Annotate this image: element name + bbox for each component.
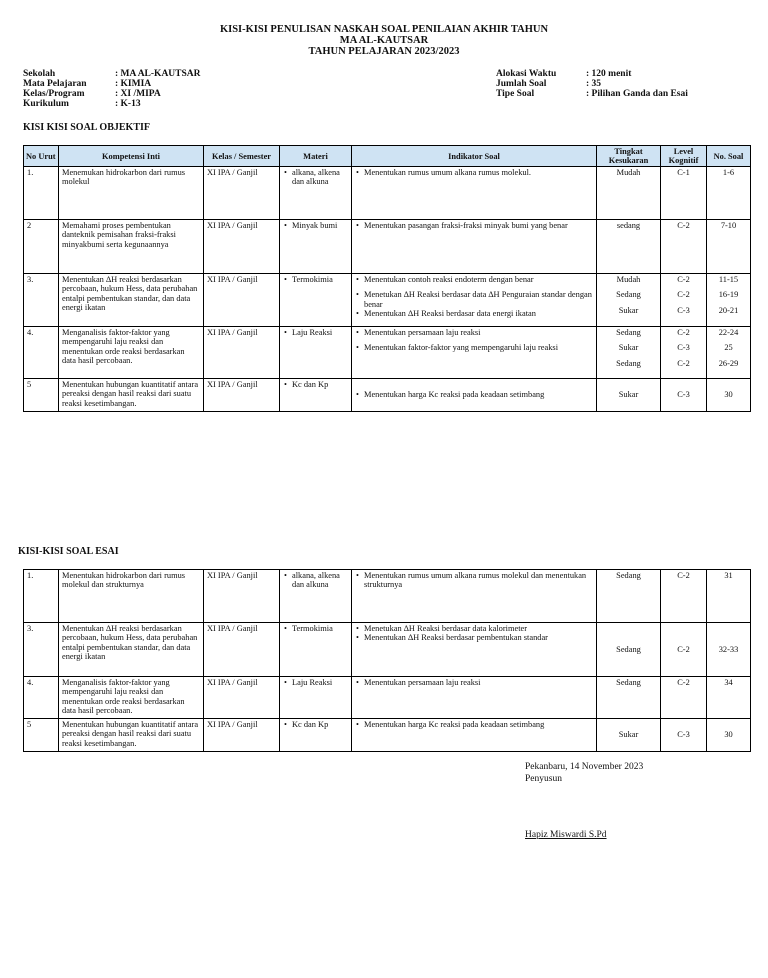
cell-nosoal xyxy=(707,274,751,327)
info-key: Tipe Soal xyxy=(496,89,535,99)
col-header-indikator: Indikator Soal xyxy=(352,146,597,167)
cell-nosoal: 32-33 xyxy=(707,623,751,677)
info-value: : 120 menit xyxy=(586,69,632,79)
cell-tingkat xyxy=(597,327,661,379)
indikator-item: • Menentukan harga Kc reaksi pada keadaan setimbang xyxy=(355,720,593,729)
table-row xyxy=(24,220,751,274)
cell-indikator xyxy=(352,274,597,327)
table-row xyxy=(24,167,751,220)
cell-kelas: XI IPA / Ganjil xyxy=(204,167,280,220)
info-value: : K-13 xyxy=(115,99,141,109)
cell-no: 4. xyxy=(24,677,59,719)
cell-kompetensi: Menentukan hubungan kuantitatif antara pereaksi dengan hasil reaksi dari suatu reaksi kesetimbangan. xyxy=(59,719,204,752)
cell-tingkat xyxy=(597,274,661,327)
cell-materi xyxy=(280,167,352,220)
table-esai xyxy=(23,569,751,752)
cell-tingkat: Mudah xyxy=(597,167,661,220)
signature-name-block xyxy=(525,829,607,841)
indikator-item: • Menentukan rumus umum alkana rumus molekul. xyxy=(355,168,593,177)
cell-kelas: XI IPA / Ganjil xyxy=(204,327,280,379)
tingkat-item: Sukar xyxy=(618,343,639,353)
table-row xyxy=(24,274,751,327)
cell-level: C-2 xyxy=(661,220,707,274)
cell-no: 5 xyxy=(24,379,59,412)
materi-item: • Minyak bumi xyxy=(283,221,348,230)
materi-item: • Kc dan Kp xyxy=(283,720,348,729)
cell-indikator xyxy=(352,570,597,623)
cell-no: 1. xyxy=(24,167,59,220)
doc-title-line-1: KISI-KISI PENULISAN NASKAH SOAL PENILAIAN AKHIR TAHUN xyxy=(219,24,549,35)
cell-no: 4. xyxy=(24,327,59,379)
cell-materi xyxy=(280,719,352,752)
cell-tingkat: Sedang xyxy=(597,677,661,719)
table-row xyxy=(24,719,751,752)
cell-kompetensi: Menemukan hidrokarbon dari rumus molekul xyxy=(59,167,204,220)
cell-materi xyxy=(280,327,352,379)
cell-level: C-1 xyxy=(661,167,707,220)
indikator-item: • Menentukan rumus umum alkana rumus molekul dan menentukan strukturnya xyxy=(355,571,593,590)
cell-indikator xyxy=(352,167,597,220)
col-header-nosoal: No. Soal xyxy=(707,146,751,167)
materi-item: • alkana, alkena dan alkuna xyxy=(283,168,348,187)
cell-tingkat: Sedang xyxy=(597,623,661,677)
cell-materi xyxy=(280,677,352,719)
cell-kelas: XI IPA / Ganjil xyxy=(204,623,280,677)
level-item: C-2 xyxy=(677,328,690,337)
cell-materi xyxy=(280,570,352,623)
nosoal-item: 22-24 xyxy=(718,328,739,337)
info-left xyxy=(23,69,201,109)
cell-level xyxy=(661,274,707,327)
info-key: Kelas/Program xyxy=(23,89,85,99)
info-key: Alokasi Waktu xyxy=(496,69,557,79)
cell-nosoal: 7-10 xyxy=(707,220,751,274)
cell-no: 5 xyxy=(24,719,59,752)
cell-tingkat: Sedang xyxy=(597,570,661,623)
cell-indikator xyxy=(352,677,597,719)
indikator-item: • Menentukan ∆H Reaksi berdasar data energi ikatan xyxy=(355,309,593,318)
nosoal-item: 26-29 xyxy=(718,358,739,368)
col-header-kelas: Kelas / Semester xyxy=(204,146,280,167)
info-key: Mata Pelajaran xyxy=(23,79,87,89)
section-title-esai: KISI-KISI SOAL ESAI xyxy=(18,546,119,557)
nosoal-item: 25 xyxy=(724,343,733,353)
signature-block xyxy=(525,761,643,785)
materi-item: • Laju Reaksi xyxy=(283,678,348,687)
section-title-objektif: KISI KISI SOAL OBJEKTIF xyxy=(23,122,150,133)
indikator-item: • Menetukan ∆H Reaksi berdasar data ∆H Penguraian standar dengan benar xyxy=(355,290,593,309)
nosoal-item: 16-19 xyxy=(718,290,739,300)
cell-no: 3. xyxy=(24,274,59,327)
cell-tingkat: sedang xyxy=(597,220,661,274)
cell-no: 3. xyxy=(24,623,59,677)
cell-materi xyxy=(280,220,352,274)
tingkat-item: Sedang xyxy=(616,358,641,368)
cell-kompetensi: Menganalisis faktor-faktor yang mempengaruhi laju reaksi dan menentukan orde reaksi berdasarkan data hasil percobaan. xyxy=(59,677,204,719)
table-row xyxy=(24,327,751,379)
indikator-item: • Menentukan contoh reaksi endoterm dengan benar xyxy=(355,275,593,284)
cell-kelas: XI IPA / Ganjil xyxy=(204,719,280,752)
cell-materi xyxy=(280,379,352,412)
cell-level: C-3 xyxy=(661,379,707,412)
table-row xyxy=(24,623,751,677)
materi-item: • Termokimia xyxy=(283,275,348,284)
cell-kelas: XI IPA / Ganjil xyxy=(204,274,280,327)
cell-tingkat: Sukar xyxy=(597,379,661,412)
cell-nosoal: 30 xyxy=(707,719,751,752)
indikator-item: • Menentukan pasangan fraksi-fraksi minyak bumi yang benar xyxy=(355,221,593,230)
materi-item: • alkana, alkena dan alkuna xyxy=(283,571,348,590)
cell-kompetensi: Menentukan ∆H reaksi berdasarkan percobaan, hukum Hess, data perubahan entalpi pembentukan standar, dan data energi ikatan xyxy=(59,274,204,327)
col-header-kompetensi: Kompetensi Inti xyxy=(59,146,204,167)
doc-title-line-3: TAHUN PELAJARAN 2023/2023 xyxy=(308,46,460,57)
tingkat-item: Sedang xyxy=(616,328,641,337)
cell-kompetensi: Menentukan hubungan kuantitatif antara pereaksi dengan hasil reaksi dari suatu reaksi kesetimbangan. xyxy=(59,379,204,412)
cell-materi xyxy=(280,623,352,677)
indikator-item: • Menentukan faktor-faktor yang mempengaruhi laju reaksi xyxy=(355,343,593,352)
signature-role: Penyusun xyxy=(525,774,562,784)
indikator-item: • Menentukan persamaan laju reaksi xyxy=(355,678,593,687)
cell-indikator xyxy=(352,719,597,752)
cell-kelas: XI IPA / Ganjil xyxy=(204,677,280,719)
table-objektif xyxy=(23,145,751,412)
level-item: C-2 xyxy=(677,275,690,284)
cell-level: C-2 xyxy=(661,677,707,719)
cell-level: C-2 xyxy=(661,570,707,623)
cell-nosoal: 31 xyxy=(707,570,751,623)
cell-indikator xyxy=(352,220,597,274)
tingkat-item: Sukar xyxy=(618,305,639,315)
tingkat-item: Mudah xyxy=(616,275,641,284)
indikator-item: • Menetukan ∆H Reaksi berdasar data kalorimeter xyxy=(355,624,593,633)
cell-nosoal: 1-6 xyxy=(707,167,751,220)
info-key: Sekolah xyxy=(23,69,56,79)
cell-kompetensi: Memahami proses pembentukan danteknik pemisahan fraksi-fraksi minyakbumi serta kegunaannya xyxy=(59,220,204,274)
cell-nosoal: 30 xyxy=(707,379,751,412)
table-row xyxy=(24,379,751,412)
cell-level: C-3 xyxy=(661,719,707,752)
cell-kompetensi: Menentukan ∆H reaksi berdasarkan percobaan, hukum Hess, data perubahan entalpi pembentukan standar, dan data energi ikatan xyxy=(59,623,204,677)
cell-level xyxy=(661,327,707,379)
signer-name: Hapiz Miswardi S.Pd xyxy=(525,830,607,840)
cell-kompetensi: Menentukan hidrokarbon dari rumus molekul dan strukturnya xyxy=(59,570,204,623)
cell-no: 2 xyxy=(24,220,59,274)
col-header-level: Level Kognitif xyxy=(661,146,707,167)
cell-tingkat: Sukar xyxy=(597,719,661,752)
place-date: Pekanbaru, 14 November 2023 xyxy=(525,762,644,772)
table-row xyxy=(24,677,751,719)
nosoal-item: 11-15 xyxy=(718,275,739,284)
tingkat-item: Sedang xyxy=(616,290,641,300)
info-key: Jumlah Soal xyxy=(496,79,547,89)
materi-item: • Laju Reaksi xyxy=(283,328,348,337)
indikator-item: • Menentukan persamaan laju reaksi xyxy=(355,328,593,337)
info-value: : 35 xyxy=(586,79,602,89)
indikator-item: • Menentukan ∆H Reaksi berdasar pembentukan standar xyxy=(355,633,593,642)
indikator-item: • Menentukan harga Kc reaksi pada keadaan setimbang xyxy=(355,390,593,399)
cell-nosoal: 34 xyxy=(707,677,751,719)
nosoal-item: 20-21 xyxy=(718,305,739,315)
cell-indikator xyxy=(352,623,597,677)
cell-indikator xyxy=(352,327,597,379)
info-value: : XI /MIPA xyxy=(115,89,161,99)
info-value: : MA AL-KAUTSAR xyxy=(115,69,201,79)
level-item: C-2 xyxy=(677,358,690,368)
col-header-tingkat: Tingkat Kesukaran xyxy=(597,146,661,167)
info-value: : Pilihan Ganda dan Esai xyxy=(586,89,688,99)
cell-kelas: XI IPA / Ganjil xyxy=(204,570,280,623)
cell-materi xyxy=(280,274,352,327)
cell-no: 1. xyxy=(24,570,59,623)
col-header-materi: Materi xyxy=(280,146,352,167)
cell-indikator xyxy=(352,379,597,412)
info-value: : KIMIA xyxy=(115,79,152,89)
level-item: C-2 xyxy=(677,290,690,300)
cell-kelas: XI IPA / Ganjil xyxy=(204,220,280,274)
cell-nosoal xyxy=(707,327,751,379)
materi-item: • Termokimia xyxy=(283,624,348,633)
cell-level: C-2 xyxy=(661,623,707,677)
table-row xyxy=(24,570,751,623)
level-item: C-3 xyxy=(677,305,690,315)
info-right xyxy=(496,69,688,99)
table-header-row xyxy=(24,146,751,167)
cell-kompetensi: Menganalisis faktor-faktor yang mempengaruhi laju reaksi dan menentukan orde reaksi berdasarkan data hasil percobaan. xyxy=(59,327,204,379)
doc-title-line-2: MA AL-KAUTSAR xyxy=(339,35,429,46)
cell-kelas: XI IPA / Ganjil xyxy=(204,379,280,412)
col-header-no: No Urut xyxy=(24,146,59,167)
level-item: C-3 xyxy=(677,343,690,353)
info-key: Kurikulum xyxy=(23,99,69,109)
materi-item: • Kc dan Kp xyxy=(283,380,348,389)
